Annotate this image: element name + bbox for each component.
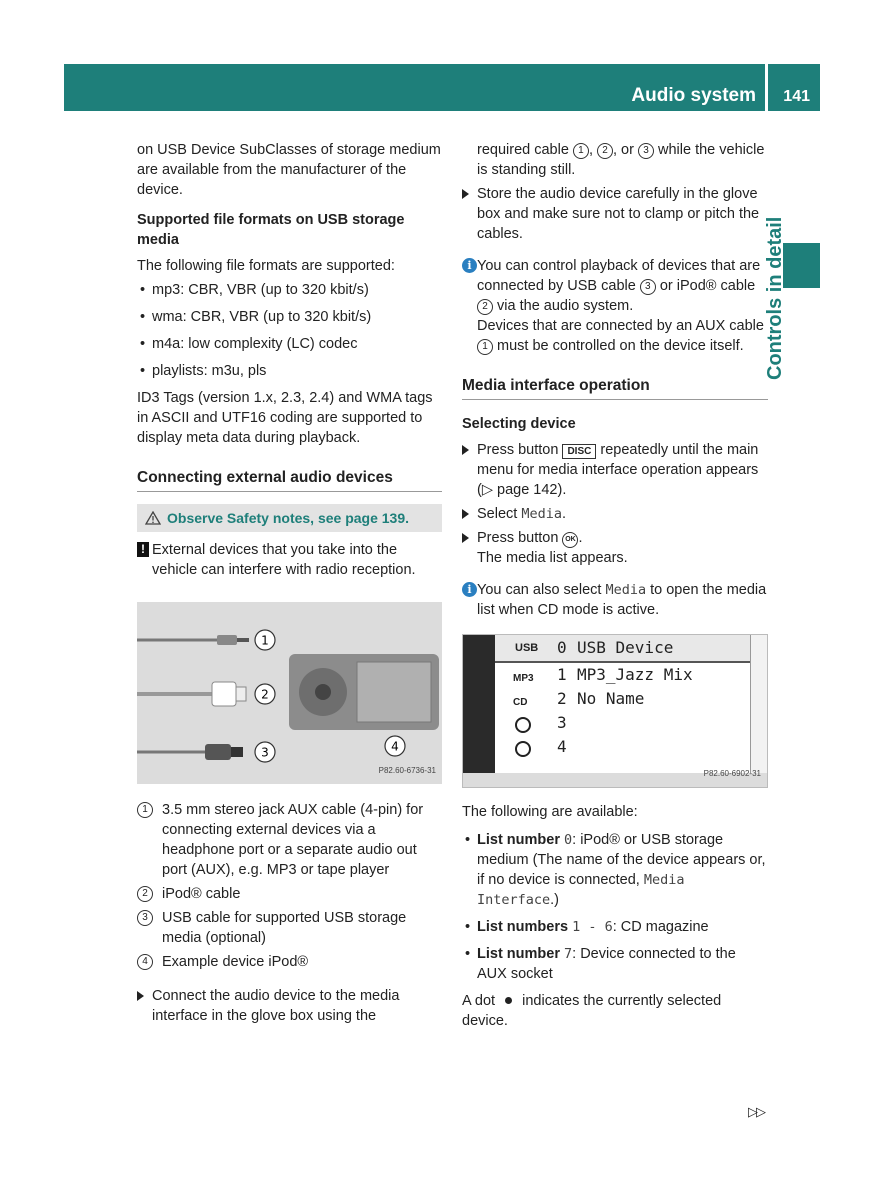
cable-1-ref: 1 <box>477 339 493 355</box>
legend-number: 1 <box>137 802 153 818</box>
legend-item <box>137 884 442 904</box>
legend-text: Example device iPod® <box>162 954 309 970</box>
cd-icon: CD <box>513 697 528 708</box>
legend-text: USB cable for supported USB storage media (optional) <box>162 910 407 946</box>
cable-2-ref: 2 <box>477 299 493 315</box>
legend-text: 3.5 mm stereo jack AUX cable (4-pin) for connecting external devices via a headphone port or a separate audio out port (AUX), e.g. MP3 or tape player <box>162 802 424 878</box>
step-store <box>462 184 768 244</box>
screen-scrollbar <box>750 635 767 773</box>
step-select-media: Select Media. <box>462 504 768 524</box>
header-divider <box>765 64 768 111</box>
mp3-icon: MP3 <box>513 673 534 684</box>
figure-id: P82.60-6902-31 <box>703 769 761 778</box>
media-heading: Media interface operation <box>462 376 768 400</box>
screen-title-bar <box>495 635 751 663</box>
media-menu-term: Media <box>605 582 647 598</box>
step-result: The media list appears. <box>477 550 628 566</box>
connect-heading: Connecting external audio devices <box>137 468 442 492</box>
legend-number: 3 <box>137 910 153 926</box>
media-list-screen <box>462 634 768 788</box>
warning-triangle-icon <box>145 511 161 525</box>
caution-note <box>137 540 442 580</box>
step-arrow-icon <box>462 445 469 455</box>
right-column <box>462 140 768 1041</box>
figure-id: P82.60-6736-31 <box>378 766 436 775</box>
legend-item <box>137 800 442 880</box>
exclamation-icon: ! <box>137 542 149 557</box>
cables-figure <box>137 602 442 784</box>
step-arrow-icon <box>462 509 469 519</box>
disc-button-icon: DISC <box>562 444 596 459</box>
ok-button-icon: OK <box>562 532 578 548</box>
legend-item <box>137 908 442 948</box>
format-item: • playlists: m3u, pls <box>137 361 442 381</box>
screen-row-label: USB Device <box>577 638 674 657</box>
legend-item <box>137 952 442 972</box>
screen-row-number: 4 <box>557 737 567 756</box>
list-numbers-1-6-item: • List numbers 1 - 6: CD magazine <box>462 917 768 937</box>
legend-text: iPod® cable <box>162 886 241 902</box>
empty-slot-icon <box>515 717 531 733</box>
screen-left-panel <box>463 635 495 773</box>
step-connect-text: Connect the audio device to the media interface in the glove box using the <box>152 988 400 1024</box>
cable-1-ref: 1 <box>573 143 589 159</box>
caution-text: External devices that you take into the vehicle can interfere with radio reception. <box>152 542 416 578</box>
dot-indicator-text: A dot indicates the currently selected device. <box>462 993 722 1029</box>
legend-number: 2 <box>137 886 153 902</box>
page-number: 141 <box>783 88 810 105</box>
cable-2-ref: 2 <box>597 143 613 159</box>
empty-slot-icon <box>515 741 531 757</box>
callout-3: 3 <box>261 745 269 760</box>
callout-2: 2 <box>261 687 269 702</box>
info-icon: i <box>462 582 477 597</box>
info-note-1: i You can control playback of devices that are connected by USB cable 3 or iPod® cable 2 via the audio system. Devices that are connected by an AUX cable 1 must be controlled on the device itself. <box>462 256 768 356</box>
intro-text: on USB Device SubClasses of storage medium are available from the manufacturer of the device. <box>137 142 441 198</box>
list-number-0-item: • List number 0: iPod® or USB storage medium (The name of the device appears or, if no device is connected, Media Interface.) <box>462 830 768 910</box>
step-continuation: required cable 1 , 2 , or 3 while the vehicle is standing still. <box>477 142 765 178</box>
screen-row-number: 0 <box>557 638 567 657</box>
screen-row-number: 1 <box>557 665 567 684</box>
legend-number: 4 <box>137 954 153 970</box>
media-menu-term: Media <box>521 506 562 522</box>
cable-3-ref: 3 <box>638 143 654 159</box>
screen-row-label: MP3_Jazz Mix <box>577 665 693 684</box>
step-arrow-icon <box>137 991 144 1001</box>
section-title: Audio system <box>631 85 756 106</box>
step-arrow-icon <box>462 533 469 543</box>
callout-1: 1 <box>261 633 269 648</box>
page-header <box>64 64 820 111</box>
info-icon: i <box>462 258 477 273</box>
format-item: • mp3: CBR, VBR (up to 320 kbit/s) <box>137 280 442 300</box>
available-intro: The following are available: <box>462 804 638 820</box>
screen-row-number: 3 <box>557 713 567 732</box>
cable-3-ref: 3 <box>640 279 656 295</box>
id3-text: ID3 Tags (version 1.x, 2.3, 2.4) and WMA tags in ASCII and UTF16 coding are supported to display meta data during playback. <box>137 390 433 446</box>
step-arrow-icon <box>462 189 469 199</box>
list-number-7-item: • List number 7: Device connected to the AUX socket <box>462 944 768 984</box>
info-note-2: i You can also select Media to open the media list when CD mode is active. <box>462 580 768 620</box>
formats-heading: Supported file formats on USB storage media <box>137 212 405 248</box>
continue-arrows-icon: ▷▷ <box>748 1104 764 1119</box>
format-item: • m4a: low complexity (LC) codec <box>137 334 442 354</box>
cables-illustration <box>137 602 442 784</box>
safety-note-text: Observe Safety notes, see page 139. <box>167 510 410 526</box>
left-column <box>137 140 442 1030</box>
screen-row-label: No Name <box>577 689 645 708</box>
usb-icon: USB <box>515 642 539 654</box>
select-heading: Selecting device <box>462 416 576 432</box>
step-connect <box>137 986 442 1026</box>
format-item: • wma: CBR, VBR (up to 320 kbit/s) <box>137 307 442 327</box>
step-press-ok: Press button OK . The media list appears. <box>462 528 768 568</box>
safety-note-box <box>137 504 442 532</box>
step-press-disc: Press button DISC repeatedly until the main menu for media interface operation appears (▷ page 142). <box>462 440 768 500</box>
selected-dot-icon <box>505 997 512 1004</box>
screen-row-number: 2 <box>557 689 567 708</box>
callout-4: 4 <box>391 739 399 754</box>
side-tab-label: Controls in detail <box>764 216 786 380</box>
formats-intro: The following file formats are supported: <box>137 258 395 274</box>
side-tab-marker <box>783 243 820 288</box>
step-store-text: Store the audio device carefully in the glove box and make sure not to clamp or pitch the cables. <box>477 186 760 242</box>
